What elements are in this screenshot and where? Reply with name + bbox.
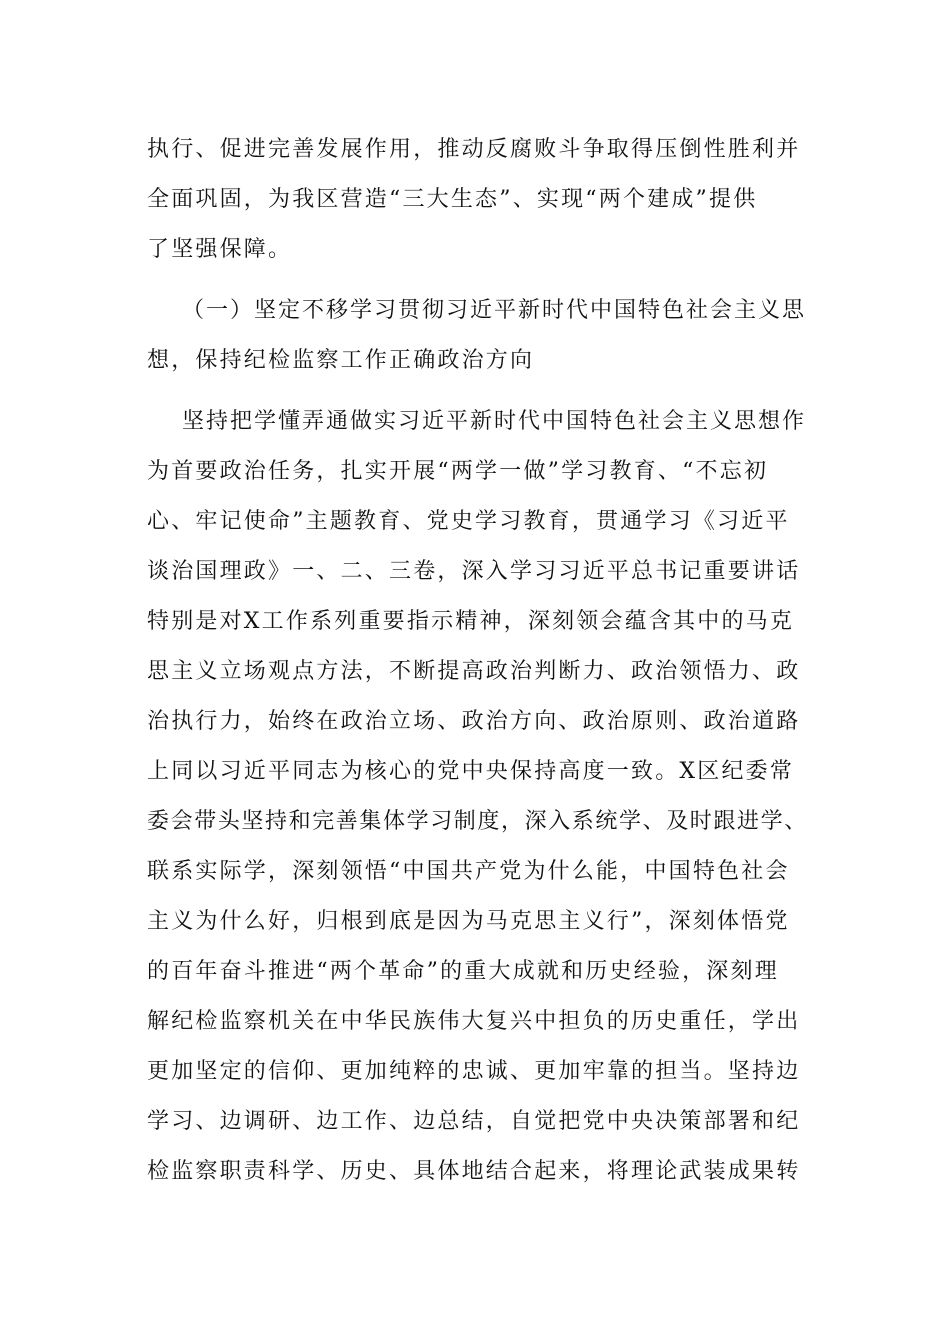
intro-line: 了坚强保障。 bbox=[147, 237, 293, 262]
section-heading-line: （一）坚定不移学习贯彻习近平新时代中国特色社会主义思 bbox=[182, 298, 807, 323]
intro-line: 执行、促进完善发展作用，推动反腐败斗争取得压倒性胜利并 bbox=[147, 137, 801, 162]
body-line: 联系实际学，深刻领悟“中国共产党为什么能，中国特色社会 bbox=[147, 859, 790, 884]
body-line: 坚持把学懂弄通做实习近平新时代中国特色社会主义思想作 bbox=[182, 409, 807, 434]
body-line: 检监察职责科学、历史、具体地结合起来，将理论武装成果转 bbox=[147, 1159, 801, 1184]
body-line: 思主义立场观点方法，不断提高政治判断力、政治领悟力、政 bbox=[147, 659, 801, 684]
body-line: 特别是对X工作系列重要指示精神，深刻领会蕴含其中的马克 bbox=[147, 609, 795, 634]
body-line: 解纪检监察机关在中华民族伟大复兴中担负的历史重任，学出 bbox=[147, 1009, 801, 1034]
body-line: 委会带头坚持和完善集体学习制度，深入系统学、及时跟进学、 bbox=[147, 809, 808, 834]
body-line: 谈治国理政》一、二、三卷，深入学习习近平总书记重要讲话 bbox=[147, 559, 801, 584]
intro-line: 全面巩固，为我区营造“三大生态”、实现“两个建成”提供 bbox=[147, 187, 758, 212]
body-line: 为首要政治任务，扎实开展“两学一做”学习教育、“不忘初 bbox=[147, 459, 769, 484]
body-line: 更加坚定的信仰、更加纯粹的忠诚、更加牢靠的担当。坚持边 bbox=[147, 1059, 801, 1084]
body-line: 的百年奋斗推进“两个革命”的重大成就和历史经验，深刻理 bbox=[147, 959, 779, 984]
body-line: 治执行力，始终在政治立场、政治方向、政治原则、政治道路 bbox=[147, 709, 801, 734]
section-heading-line: 想，保持纪检监察工作正确政治方向 bbox=[147, 348, 535, 373]
body-line: 学习、边调研、边工作、边总结，自觉把党中央决策部署和纪 bbox=[147, 1109, 801, 1134]
body-line: 主义为什么好，归根到底是因为马克思主义行”，深刻体悟党 bbox=[147, 909, 790, 934]
body-line: 上同以习近平同志为核心的党中央保持高度一致。X区纪委常 bbox=[147, 759, 795, 784]
body-line: 心、牢记使命”主题教育、党史学习教育，贯通学习《习近平 bbox=[147, 509, 790, 534]
